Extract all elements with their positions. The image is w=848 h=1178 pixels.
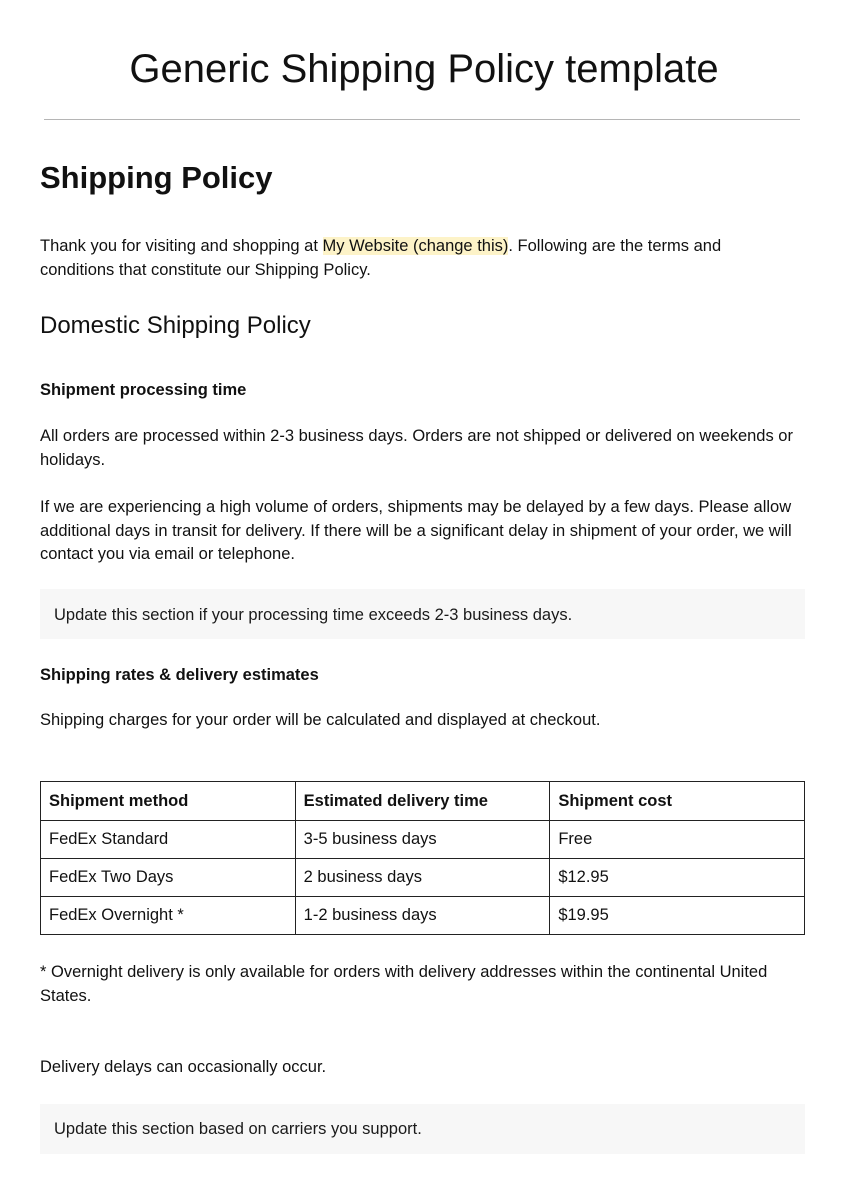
shipping-rates-table — [40, 781, 805, 935]
processing-time-heading: Shipment processing time — [40, 381, 247, 399]
processing-paragraph-2: If we are experiencing a high volume of orders, shipments may be delayed by a few days. Please allow additional days in transit for delivery. If there will be a significant delay in shipment of your order, we will contact you via email or telephone. — [40, 498, 792, 563]
domestic-shipping-heading: Domestic Shipping Policy — [40, 312, 311, 339]
processing-note-box — [40, 589, 805, 639]
rates-paragraph: Shipping charges for your order will be calculated and displayed at checkout. — [40, 711, 601, 729]
table-cell-method: FedEx Two Days — [41, 859, 296, 897]
title-divider — [44, 119, 800, 120]
table-cell-method: FedEx Overnight * — [41, 897, 296, 935]
table-cell-cost: $12.95 — [550, 859, 805, 897]
carriers-note-text: Update this section based on carriers you support. — [54, 1120, 422, 1138]
processing-paragraph-1: All orders are processed within 2-3 business days. Orders are not shipped or delivered on weekends or holidays. — [40, 427, 793, 469]
table-row — [41, 859, 805, 897]
rates-heading: Shipping rates & delivery estimates — [40, 666, 319, 684]
table-cell-delivery-time: 2 business days — [295, 859, 550, 897]
intro-text-before: Thank you for visiting and shopping at — [40, 237, 323, 255]
page-title: Generic Shipping Policy template — [129, 47, 719, 91]
processing-note-text: Update this section if your processing time exceeds 2-3 business days. — [54, 606, 573, 624]
column-header-method: Shipment method — [41, 782, 296, 821]
table-cell-cost: Free — [550, 821, 805, 859]
intro-text-after: . Following are the terms and conditions that constitute our Shipping Policy. — [40, 237, 722, 279]
table-cell-delivery-time: 1-2 business days — [295, 897, 550, 935]
intro-paragraph — [40, 235, 800, 282]
column-header-delivery-time: Estimated delivery time — [295, 782, 550, 821]
table-cell-method: FedEx Standard — [41, 821, 296, 859]
table-cell-cost: $19.95 — [550, 897, 805, 935]
carriers-note-box — [40, 1104, 805, 1154]
website-name-placeholder: My Website (change this) — [322, 237, 509, 255]
table-row — [41, 821, 805, 859]
section-heading-shipping-policy: Shipping Policy — [40, 160, 273, 195]
overnight-footnote: * Overnight delivery is only available for orders with delivery addresses within the continental United States. — [40, 963, 768, 1005]
table-cell-delivery-time: 3-5 business days — [295, 821, 550, 859]
column-header-cost: Shipment cost — [550, 782, 805, 821]
table-header-row — [41, 782, 805, 821]
table-row — [41, 897, 805, 935]
delivery-delays-paragraph: Delivery delays can occasionally occur. — [40, 1058, 327, 1076]
